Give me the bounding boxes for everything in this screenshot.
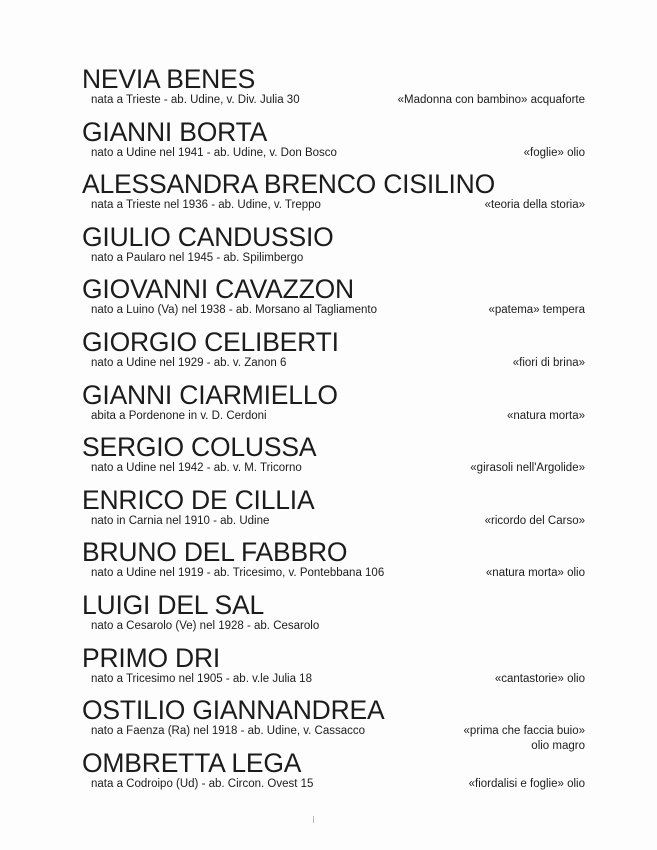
- artwork-info: [325, 198, 585, 213]
- artwork-line: «teoria della storia»: [484, 199, 585, 212]
- artist-bio: nata a Trieste nel 1936 - ab. Udine, v. Treppo: [91, 199, 321, 212]
- artist-name: GIULIO CANDUSSIO: [82, 221, 334, 252]
- artist-bio: nato a Paularo nel 1945 - ab. Spilimbergo: [91, 251, 304, 264]
- artwork-line: «prima che faccia buio»: [463, 725, 585, 738]
- artist-entry: [0, 590, 657, 642]
- artist-bio: abita a Pordenone in v. D. Cerdoni: [91, 409, 267, 422]
- artist-bio: nata a Trieste - ab. Udine, v. Div. Julia 30: [91, 94, 300, 106]
- artist-entry: [0, 169, 657, 221]
- artwork-line: «ricordo del Carso»: [484, 514, 585, 527]
- artwork-info: [325, 777, 585, 792]
- artwork-line: «Madonna con bambino» acquaforte: [397, 94, 585, 106]
- artist-name: SERGIO COLUSSA: [82, 432, 317, 463]
- artist-entry: [0, 222, 657, 274]
- artwork-info: [325, 356, 585, 371]
- artwork-info: [325, 93, 585, 108]
- artist-entry: [0, 327, 657, 379]
- artwork-info: [325, 303, 585, 318]
- artwork-info: [325, 514, 585, 529]
- artist-name: OMBRETTA LEGA: [82, 747, 302, 778]
- page-mark: [313, 816, 314, 823]
- artist-name: GIOVANNI CAVAZZON: [82, 274, 354, 305]
- artist-bio: nata a Codroipo (Ud) - ab. Circon. Ovest 15: [91, 777, 314, 790]
- artist-bio: nato a Udine nel 1942 - ab. v. M. Tricorno: [91, 462, 302, 475]
- artwork-info: [325, 409, 585, 424]
- artist-name: OSTILIO GIANNANDREA: [82, 695, 385, 726]
- artwork-info: [325, 672, 585, 687]
- artist-entry: [0, 748, 657, 800]
- artwork-info: [325, 146, 585, 161]
- artist-bio: nato a Udine nel 1919 - ab. Tricesimo, v. Pontebbana 106: [91, 567, 385, 580]
- artist-bio: nato a Udine nel 1941 - ab. Udine, v. Don Bosco: [91, 146, 337, 159]
- artist-entry: [0, 695, 657, 753]
- artist-entry: [0, 380, 657, 432]
- artist-entry: [0, 485, 657, 537]
- artist-entry: [0, 117, 657, 169]
- artwork-line: «cantastorie» olio: [494, 672, 585, 685]
- artist-bio: nato a Udine nel 1929 - ab. v. Zanon 6: [91, 357, 287, 369]
- artist-entry: [0, 432, 657, 484]
- artist-name: GIANNI BORTA: [82, 116, 268, 147]
- artwork-info: [325, 566, 585, 581]
- artwork-line: «natura morta»: [507, 409, 585, 422]
- artwork-line: olio magro: [531, 740, 585, 753]
- artist-entry: [0, 64, 657, 116]
- artist-name: GIANNI CIARMIELLO: [82, 379, 338, 410]
- artist-bio: nato in Carnia nel 1910 - ab. Udine: [91, 514, 270, 527]
- artist-name: PRIMO DRI: [82, 642, 221, 673]
- artwork-info: [325, 461, 585, 476]
- artwork-line: «fiori di brina»: [512, 357, 585, 369]
- artist-bio: nato a Cesarolo (Ve) nel 1928 - ab. Cesarolo: [91, 620, 320, 632]
- artist-entry: [0, 274, 657, 326]
- artist-name: BRUNO DEL FABBRO: [82, 537, 348, 568]
- artist-bio: nato a Tricesimo nel 1905 - ab. v.le Julia 18: [91, 672, 312, 685]
- artist-name: GIORGIO CELIBERTI: [82, 327, 339, 357]
- artist-entry: [0, 643, 657, 695]
- artwork-line: «patema» tempera: [488, 304, 585, 317]
- artist-entry: [0, 537, 657, 589]
- artist-name: LUIGI DEL SAL: [82, 590, 264, 620]
- artist-name: ALESSANDRA BRENCO CISILINO: [82, 169, 496, 200]
- artist-bio: nato a Luino (Va) nel 1938 - ab. Morsano al Tagliamento: [91, 304, 377, 317]
- artwork-line: «natura morta» olio: [485, 567, 585, 580]
- artwork-line: «fiordalisi e foglie» olio: [468, 777, 585, 790]
- artist-name: NEVIA BENES: [82, 64, 256, 94]
- artist-bio: nato a Faenza (Ra) nel 1918 - ab. Udine, v. Cassacco: [91, 725, 366, 738]
- artist-name: ENRICO DE CILLIA: [82, 484, 315, 515]
- artwork-line: «foglie» olio: [523, 146, 585, 159]
- artwork-line: «girasoli nell'Argolide»: [470, 462, 585, 475]
